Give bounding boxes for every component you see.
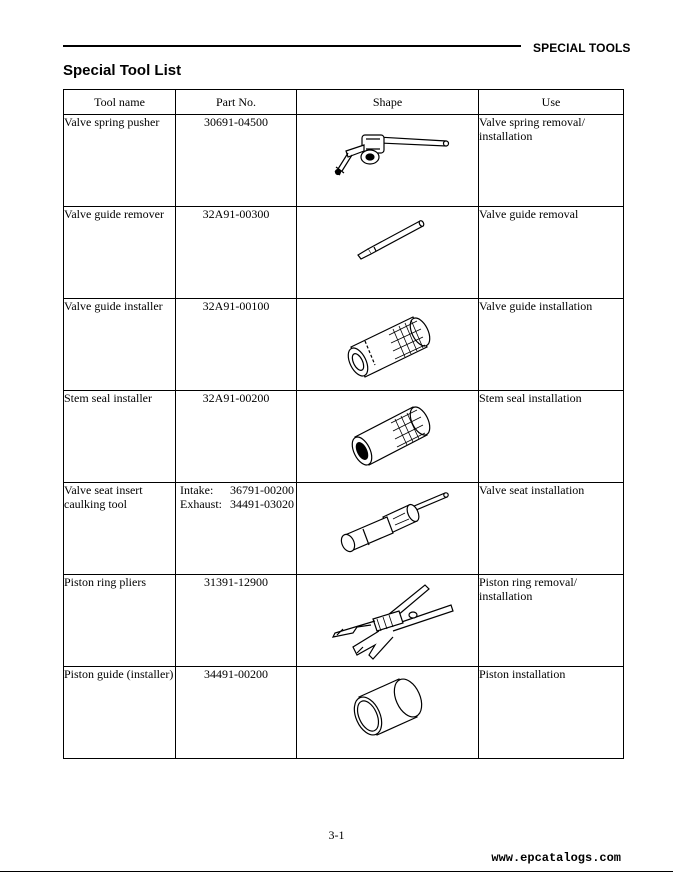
column-header-part-no: Part No. <box>176 90 297 115</box>
part-number <box>176 483 297 575</box>
tool-shape <box>297 299 479 391</box>
part-number: 32A91-00100 <box>176 299 297 391</box>
footer-rule <box>0 871 673 872</box>
caulking-tool-icon <box>323 483 453 563</box>
table-row <box>64 667 624 759</box>
tool-name: Valve guide remover <box>64 207 176 299</box>
header-rule <box>63 45 521 47</box>
watermark-url: www.epcatalogs.com <box>491 851 621 865</box>
piston-guide-icon <box>343 667 433 747</box>
tool-shape <box>297 115 479 207</box>
tool-use: Piston ring removal/ installation <box>479 575 624 667</box>
page-number: 3-1 <box>328 828 345 842</box>
tool-shape <box>297 575 479 667</box>
tool-shape <box>297 667 479 759</box>
tool-shape <box>297 391 479 483</box>
tool-use: Valve spring removal/ installation <box>479 115 624 207</box>
part-number: 34491-00200 <box>176 667 297 759</box>
part-number: 31391-12900 <box>176 575 297 667</box>
special-tool-table <box>63 89 624 759</box>
tool-name: Valve seat insert caulking tool <box>64 483 176 575</box>
page-title: Special Tool List <box>63 62 182 79</box>
tool-name: Stem seal installer <box>64 391 176 483</box>
tool-shape <box>297 483 479 575</box>
tool-use: Valve seat installation <box>479 483 624 575</box>
tool-use: Valve guide installation <box>479 299 624 391</box>
tool-name: Piston guide (installer) <box>64 667 176 759</box>
tool-name: Valve guide installer <box>64 299 176 391</box>
part-line-intake <box>180 483 296 497</box>
table-row <box>64 575 624 667</box>
part-number: 32A91-00200 <box>176 391 297 483</box>
table-row <box>64 483 624 575</box>
table-header-row <box>64 90 624 115</box>
tool-name: Valve spring pusher <box>64 115 176 207</box>
valve-guide-remover-icon <box>338 207 438 267</box>
part-label: Intake: <box>180 483 214 497</box>
part-label: Exhaust: <box>180 497 222 511</box>
valve-spring-pusher-icon <box>318 115 458 185</box>
column-header-shape: Shape <box>297 90 479 115</box>
column-header-tool-name: Tool name <box>64 90 176 115</box>
part-value: 36791-00200 <box>230 483 294 497</box>
tool-name: Piston ring pliers <box>64 575 176 667</box>
piston-ring-pliers-icon <box>313 575 463 663</box>
part-number: 30691-04500 <box>176 115 297 207</box>
section-title: SPECIAL TOOLS <box>533 41 631 55</box>
tool-shape <box>297 207 479 299</box>
tool-use: Piston installation <box>479 667 624 759</box>
table-row <box>64 391 624 483</box>
tool-use: Valve guide removal <box>479 207 624 299</box>
table-row <box>64 207 624 299</box>
part-line-exhaust <box>180 497 296 511</box>
tool-use: Stem seal installation <box>479 391 624 483</box>
table-row <box>64 299 624 391</box>
valve-guide-installer-icon <box>333 299 443 379</box>
part-value: 34491-03020 <box>230 497 294 511</box>
stem-seal-installer-icon <box>333 391 443 471</box>
table-row <box>64 115 624 207</box>
part-number: 32A91-00300 <box>176 207 297 299</box>
column-header-use: Use <box>479 90 624 115</box>
